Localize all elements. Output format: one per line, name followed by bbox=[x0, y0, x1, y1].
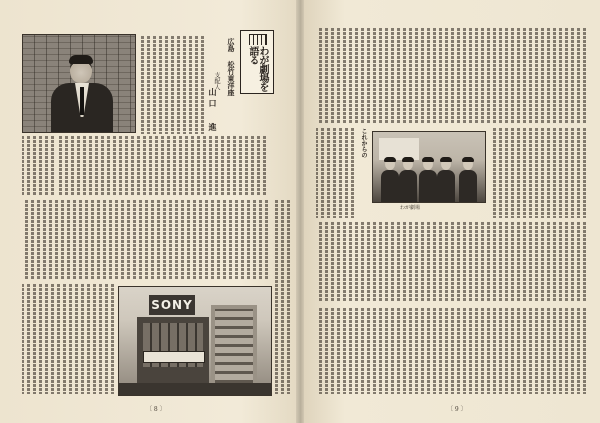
text-block bbox=[22, 200, 268, 280]
person bbox=[437, 158, 455, 202]
person bbox=[381, 158, 399, 202]
text-block bbox=[316, 308, 586, 394]
text-block bbox=[316, 28, 586, 124]
text-block bbox=[316, 222, 586, 302]
person bbox=[399, 158, 417, 202]
text-block bbox=[22, 136, 54, 196]
page-number-right: 〔 9 〕 bbox=[447, 406, 467, 413]
text-block bbox=[316, 128, 354, 218]
street bbox=[119, 383, 271, 395]
author-role: 支配人 bbox=[213, 72, 220, 90]
text-block bbox=[490, 128, 586, 218]
feature-title: わが劇場を語る bbox=[247, 46, 268, 91]
person bbox=[459, 158, 477, 202]
text-block bbox=[272, 200, 290, 394]
adjacent-building bbox=[211, 305, 257, 387]
page-number-left: 〔 8 〕 bbox=[146, 406, 166, 413]
feature-title-badge bbox=[240, 30, 274, 94]
text-block bbox=[22, 284, 114, 394]
gutter bbox=[296, 0, 304, 423]
intro-text-block bbox=[140, 36, 204, 134]
person bbox=[419, 158, 437, 202]
group-photo bbox=[372, 131, 486, 203]
text-block bbox=[56, 136, 266, 196]
photo-caption: わが劇場 bbox=[400, 205, 421, 211]
theater-marquee bbox=[143, 351, 205, 363]
photo-heading: これからの bbox=[360, 128, 367, 158]
man-figure bbox=[51, 57, 113, 133]
theater-building-photo bbox=[118, 286, 272, 396]
portrait-photo bbox=[22, 34, 136, 133]
theater-icon bbox=[249, 34, 267, 45]
author-name: 山口 進 bbox=[208, 88, 218, 134]
rooftop-sign: SONY bbox=[149, 295, 195, 315]
theater-name: 広島 松竹東洋座 bbox=[227, 38, 236, 96]
